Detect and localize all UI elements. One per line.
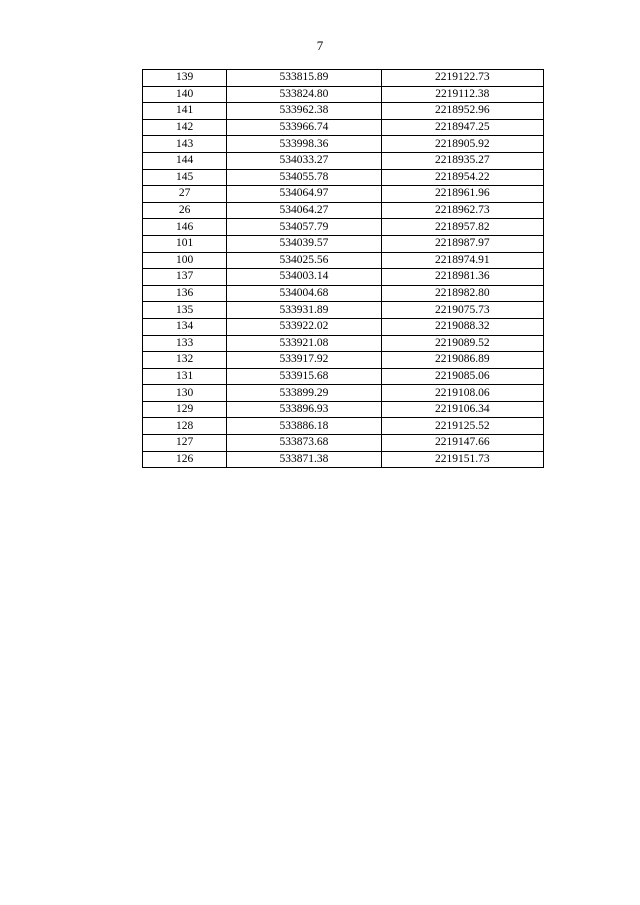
y-coordinate-cell: 2219122.73 (381, 70, 543, 87)
x-coordinate-cell: 534004.68 (227, 285, 381, 302)
x-coordinate-cell: 534025.56 (227, 252, 381, 269)
x-coordinate-cell: 533873.68 (227, 435, 381, 452)
y-coordinate-cell: 2218961.96 (381, 186, 543, 203)
y-coordinate-cell: 2218947.25 (381, 119, 543, 136)
table-row (143, 302, 544, 319)
x-coordinate-cell: 533962.38 (227, 103, 381, 120)
table-row (143, 136, 544, 153)
table-row (143, 103, 544, 120)
point-number-cell: 133 (143, 335, 227, 352)
x-coordinate-cell: 533896.93 (227, 401, 381, 418)
x-coordinate-cell: 533921.08 (227, 335, 381, 352)
point-number-cell: 139 (143, 70, 227, 87)
coordinate-table-body (143, 70, 544, 468)
point-number-cell: 26 (143, 202, 227, 219)
table-row (143, 285, 544, 302)
x-coordinate-cell: 534055.78 (227, 169, 381, 186)
point-number-cell: 101 (143, 235, 227, 252)
point-number-cell: 137 (143, 269, 227, 286)
point-number-cell: 128 (143, 418, 227, 435)
table-row (143, 70, 544, 87)
point-number-cell: 100 (143, 252, 227, 269)
point-number-cell: 142 (143, 119, 227, 136)
table-row (143, 186, 544, 203)
point-number-cell: 145 (143, 169, 227, 186)
y-coordinate-cell: 2218982.80 (381, 285, 543, 302)
x-coordinate-cell: 533899.29 (227, 385, 381, 402)
x-coordinate-cell: 534033.27 (227, 152, 381, 169)
x-coordinate-cell: 533886.18 (227, 418, 381, 435)
point-number-cell: 141 (143, 103, 227, 120)
table-row (143, 335, 544, 352)
point-number-cell: 127 (143, 435, 227, 452)
coordinate-table (142, 69, 544, 468)
table-row (143, 219, 544, 236)
y-coordinate-cell: 2219125.52 (381, 418, 543, 435)
table-row (143, 169, 544, 186)
point-number-cell: 146 (143, 219, 227, 236)
point-number-cell: 136 (143, 285, 227, 302)
y-coordinate-cell: 2218987.97 (381, 235, 543, 252)
table-row (143, 152, 544, 169)
y-coordinate-cell: 2219106.34 (381, 401, 543, 418)
table-row (143, 385, 544, 402)
x-coordinate-cell: 533871.38 (227, 451, 381, 468)
table-row (143, 418, 544, 435)
x-coordinate-cell: 534039.57 (227, 235, 381, 252)
y-coordinate-cell: 2219112.38 (381, 86, 543, 103)
table-row (143, 269, 544, 286)
y-coordinate-cell: 2219075.73 (381, 302, 543, 319)
point-number-cell: 135 (143, 302, 227, 319)
table-row (143, 202, 544, 219)
x-coordinate-cell: 533922.02 (227, 318, 381, 335)
x-coordinate-cell: 533966.74 (227, 119, 381, 136)
table-row (143, 451, 544, 468)
y-coordinate-cell: 2218954.22 (381, 169, 543, 186)
point-number-cell: 140 (143, 86, 227, 103)
y-coordinate-cell: 2218957.82 (381, 219, 543, 236)
point-number-cell: 126 (143, 451, 227, 468)
point-number-cell: 143 (143, 136, 227, 153)
y-coordinate-cell: 2219151.73 (381, 451, 543, 468)
y-coordinate-cell: 2219086.89 (381, 352, 543, 369)
point-number-cell: 130 (143, 385, 227, 402)
point-number-cell: 27 (143, 186, 227, 203)
point-number-cell: 129 (143, 401, 227, 418)
y-coordinate-cell: 2219108.06 (381, 385, 543, 402)
y-coordinate-cell: 2219089.52 (381, 335, 543, 352)
table-row (143, 401, 544, 418)
y-coordinate-cell: 2218905.92 (381, 136, 543, 153)
y-coordinate-cell: 2218974.91 (381, 252, 543, 269)
table-row (143, 86, 544, 103)
point-number-cell: 144 (143, 152, 227, 169)
x-coordinate-cell: 533998.36 (227, 136, 381, 153)
x-coordinate-cell: 534064.97 (227, 186, 381, 203)
y-coordinate-cell: 2218935.27 (381, 152, 543, 169)
x-coordinate-cell: 533815.89 (227, 70, 381, 87)
table-row (143, 435, 544, 452)
x-coordinate-cell: 533931.89 (227, 302, 381, 319)
x-coordinate-cell: 533917.92 (227, 352, 381, 369)
page-number: 7 (316, 38, 324, 53)
point-number-cell: 134 (143, 318, 227, 335)
x-coordinate-cell: 534003.14 (227, 269, 381, 286)
y-coordinate-cell: 2218981.36 (381, 269, 543, 286)
y-coordinate-cell: 2219085.06 (381, 368, 543, 385)
table-row (143, 318, 544, 335)
table-row (143, 368, 544, 385)
y-coordinate-cell: 2218952.96 (381, 103, 543, 120)
point-number-cell: 132 (143, 352, 227, 369)
table-row (143, 235, 544, 252)
table-row (143, 252, 544, 269)
x-coordinate-cell: 534064.27 (227, 202, 381, 219)
y-coordinate-cell: 2219147.66 (381, 435, 543, 452)
point-number-cell: 131 (143, 368, 227, 385)
y-coordinate-cell: 2219088.32 (381, 318, 543, 335)
x-coordinate-cell: 533915.68 (227, 368, 381, 385)
table-row (143, 352, 544, 369)
y-coordinate-cell: 2218962.73 (381, 202, 543, 219)
x-coordinate-cell: 534057.79 (227, 219, 381, 236)
table-row (143, 119, 544, 136)
x-coordinate-cell: 533824.80 (227, 86, 381, 103)
